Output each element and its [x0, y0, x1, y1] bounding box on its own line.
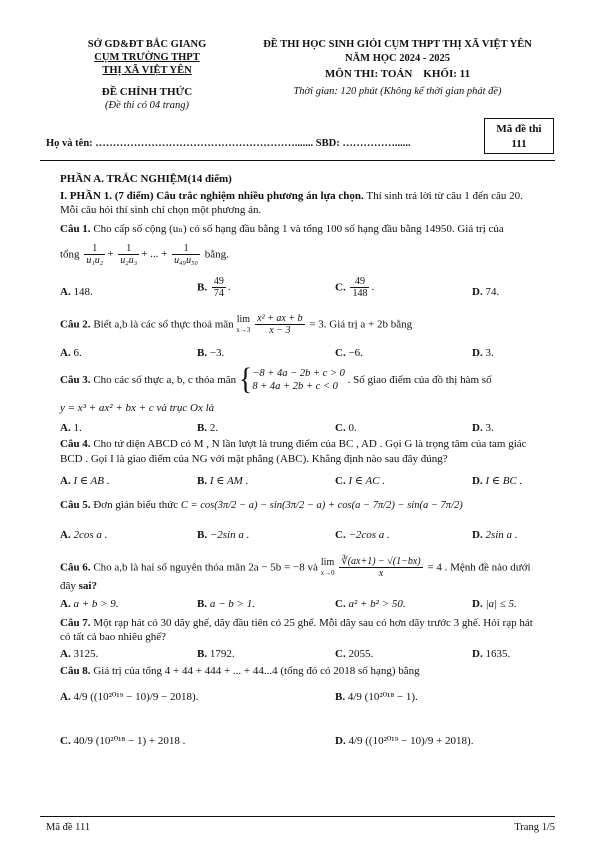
- q1-term3: $\frac{1}{\text{u₄₉u₅₀}}$: [174, 243, 199, 266]
- q6-text-end: = 4 . Mệnh đề nào dưới: [427, 561, 531, 574]
- q1-option-a[interactable]: A. 148.: [60, 286, 93, 298]
- q2-option-a[interactable]: A. 6.: [60, 347, 82, 359]
- q1-term2: $\frac{1}{\text{u₂u₃}}$: [120, 243, 138, 266]
- q6-option-a[interactable]: A. a + b > 9.: [60, 598, 119, 610]
- q7-options: [60, 648, 535, 664]
- q6-option-c[interactable]: C. a² + b² > 50.: [335, 598, 406, 610]
- q5-option-d[interactable]: D. 2sin a .: [472, 529, 518, 541]
- q4-option-d[interactable]: D. I ∈ BC .: [472, 475, 523, 487]
- q2-option-c[interactable]: C. −6.: [335, 347, 363, 359]
- q4-text: Cho tứ diện ABCD có M , N lần lượt là trung điểm của BC , AD . Gọi G là trọng tâm của tam giác BCD . Gọi I là giao điểm của NG với mặt phẳng (ABC). Khẳng định nào sau đây đúng?: [60, 438, 527, 465]
- q1-option-d[interactable]: D. 74.: [472, 286, 500, 298]
- q6-option-b[interactable]: B. a − b > 1.: [197, 598, 255, 610]
- q6-fraction: $\frac{∛(ax+1) - √(1-bx)}{x}$: [341, 556, 421, 579]
- exam-title: ĐỀ THI HỌC SINH GIỎI CỤM THPT THỊ XÃ VIỆT YÊN: [263, 39, 532, 50]
- part1-text: Thí sinh trả lời từ câu 1 đến câu 20. Mỗi câu hỏi thí sinh chỉ chọn một phương án.: [60, 190, 523, 216]
- question-4: [60, 437, 540, 467]
- question-1: [60, 222, 540, 237]
- q8-options-row2: [60, 734, 535, 754]
- question-3: [60, 362, 492, 397]
- footer-divider: [40, 816, 555, 817]
- exam-code-label: Mã đề thi: [496, 123, 542, 135]
- footer-page-number: Trang 1/5: [514, 822, 555, 833]
- q5-option-a[interactable]: A. 2cos a .: [60, 529, 108, 541]
- name-dots: ………………………………………………….......: [95, 138, 314, 149]
- q7-label: Câu 7.: [60, 617, 91, 629]
- q3-option-d[interactable]: D. 3.: [472, 422, 494, 434]
- q3-text2: y = x³ + ax² + bx + c và trục Ox là: [60, 402, 215, 414]
- question-6: [60, 556, 531, 579]
- q4-option-a[interactable]: A. I ∈ AB .: [60, 475, 110, 487]
- q3-option-a[interactable]: A. 1.: [60, 422, 82, 434]
- question-8: [60, 664, 540, 679]
- q1-term1: $\frac{1}{\text{u₁u₂}}$: [86, 243, 104, 266]
- q2-lim: lim x→3: [236, 313, 251, 334]
- q6-option-d[interactable]: D. |a| ≤ 5.: [472, 598, 517, 610]
- q8-text: Giá trị của tổng 4 + 44 + 444 + ... + 44...4 (tổng đó có 2018 số hạng) bằng: [93, 665, 420, 677]
- q8-option-d[interactable]: D. 4/9 ((10²⁰¹⁹ − 10)/9 + 2018).: [335, 735, 474, 747]
- q1-options: [60, 276, 535, 302]
- q6-label: Câu 6.: [60, 561, 91, 574]
- sbd-dots: ……………......: [342, 138, 411, 149]
- q1-option-c[interactable]: C. $\frac{49}{148}$ .: [335, 276, 375, 299]
- page-count-note: (Đề thi có 04 trang): [105, 100, 189, 111]
- q3-brace: {: [238, 362, 253, 397]
- student-name-field: [46, 138, 411, 149]
- q6-text2-line: [60, 580, 97, 592]
- header-divider: [40, 160, 555, 161]
- part1-instructions: [60, 189, 540, 217]
- question-2: [60, 313, 412, 336]
- question-7: [60, 616, 540, 644]
- q8-options-row1: [60, 690, 535, 710]
- q5-options: [60, 529, 535, 545]
- official-label: ĐỀ CHÍNH THỨC: [101, 86, 193, 98]
- q3-text: Cho các số thực a, b, c thỏa mãn: [93, 374, 237, 386]
- q2-fraction: $\frac{\text{x² + ax + b}}{x - 3}$: [257, 313, 303, 336]
- q3-system: −8 + 4a − 2b + c > 0 8 + 4a + 2b + c < 0: [252, 368, 345, 392]
- q2-options: [60, 347, 535, 363]
- section-title: PHẦN A. TRẮC NGHIỆM(14 điểm): [60, 173, 232, 185]
- q1-sum-line: tổng $\frac{1}{\text{u₁u₂}}$ + $\frac{1}{\text{u₂u₃}}$ + ... + $\frac{1}{\text{u₄₉u₅₀}}$ bằng.: [60, 243, 229, 266]
- q5-option-b[interactable]: B. −2sin a .: [197, 529, 250, 541]
- town-name: THỊ XÃ VIỆT YÊN: [102, 65, 192, 76]
- q2-text-end: = 3. Giá trị a + 2b bằng: [309, 318, 413, 331]
- exam-code-box: [484, 118, 554, 154]
- question-5: [60, 499, 463, 511]
- subject-grade: MÔN THI: TOÁN KHỐI: 11: [324, 68, 471, 80]
- q7-text: Một rạp hát có 30 dãy ghế, dãy đầu tiên có 25 ghế. Mỗi dãy sau có hơn dãy trước 3 ghế. Hỏi rạp hát có tất cả bao nhiêu ghế?: [60, 617, 533, 643]
- q6-text: Cho a,b là hai số nguyên thỏa mãn 2a − 5b = −8 và: [93, 561, 318, 574]
- q1-label: Câu 1.: [60, 223, 91, 235]
- school-year: NĂM HỌC 2024 - 2025: [345, 53, 450, 64]
- q4-options: [60, 474, 535, 490]
- q5-option-c[interactable]: C. −2cos a .: [335, 529, 390, 541]
- q3-text-end: . Số giao điểm của đồ thị hàm số: [347, 374, 492, 386]
- q2-text: Biết a,b là các số thực thoả mãn: [93, 318, 234, 331]
- q2-option-b[interactable]: B. −3.: [197, 347, 225, 359]
- q1-text: Cho cấp số cộng (uₙ) có số hạng đầu bằng 1 và tổng 100 số hạng đầu bằng 14950. Giá trị của: [93, 223, 504, 235]
- q2-label: Câu 2.: [60, 318, 91, 331]
- q1-option-b[interactable]: B. $\frac{49}{74}$ .: [197, 276, 231, 299]
- exam-duration: Thời gian: 120 phút (Không kể thời gian phát đề): [293, 86, 502, 97]
- q7-option-a[interactable]: A. 3125.: [60, 648, 99, 660]
- cluster-name: CỤM TRƯỜNG THPT: [94, 52, 200, 63]
- q8-option-c[interactable]: C. 40/9 (10²⁰¹⁸ − 1) + 2018 .: [60, 735, 186, 747]
- q2-option-d[interactable]: D. 3.: [472, 347, 494, 359]
- q3-options: [60, 422, 535, 438]
- q7-option-b[interactable]: B. 1792.: [197, 648, 235, 660]
- q8-option-a[interactable]: A. 4/9 ((10²⁰¹⁹ − 10)/9 − 2018).: [60, 691, 199, 703]
- q7-option-c[interactable]: C. 2055.: [335, 648, 374, 660]
- q6-options: [60, 598, 535, 614]
- q6-text2: đây: [60, 580, 76, 592]
- q1-text2a: tổng: [60, 248, 80, 261]
- dept-name: SỞ GD&ĐT BẮC GIANG: [87, 39, 207, 50]
- q4-label: Câu 4.: [60, 438, 91, 450]
- q8-label: Câu 8.: [60, 665, 91, 677]
- q3-option-b[interactable]: B. 2.: [197, 422, 219, 434]
- q5-expression: C = cos(3π/2 − a) − sin(3π/2 − a) + cos(a − 7π/2) − sin(a − 7π/2): [180, 500, 463, 511]
- q1-text2b: bằng.: [204, 248, 229, 261]
- q8-option-b[interactable]: B. 4/9 (10²⁰¹⁸ − 1).: [335, 691, 418, 703]
- q7-option-d[interactable]: D. 1635.: [472, 648, 511, 660]
- q5-label: Câu 5.: [60, 499, 91, 511]
- sbd-label: SBD:: [315, 138, 340, 149]
- q3-option-c[interactable]: C. 0.: [335, 422, 357, 434]
- name-label: Họ và tên:: [46, 138, 93, 149]
- q3-label: Câu 3.: [60, 374, 91, 386]
- q6-lim: lim x→0: [320, 556, 335, 577]
- q4-option-b[interactable]: B. I ∈ AM .: [197, 475, 249, 487]
- q5-text: Đơn giản biểu thức: [93, 499, 179, 511]
- part1-heading: I. PHẦN 1. (7 điểm) Câu trắc nghiệm nhiều phương án lựa chọn.: [60, 190, 364, 202]
- footer-exam-code: Mã đề 111: [46, 822, 91, 833]
- exam-code-value: 111: [511, 138, 527, 150]
- q6-text2-bold: sai?: [78, 580, 97, 592]
- q4-option-c[interactable]: C. I ∈ AC .: [335, 475, 386, 487]
